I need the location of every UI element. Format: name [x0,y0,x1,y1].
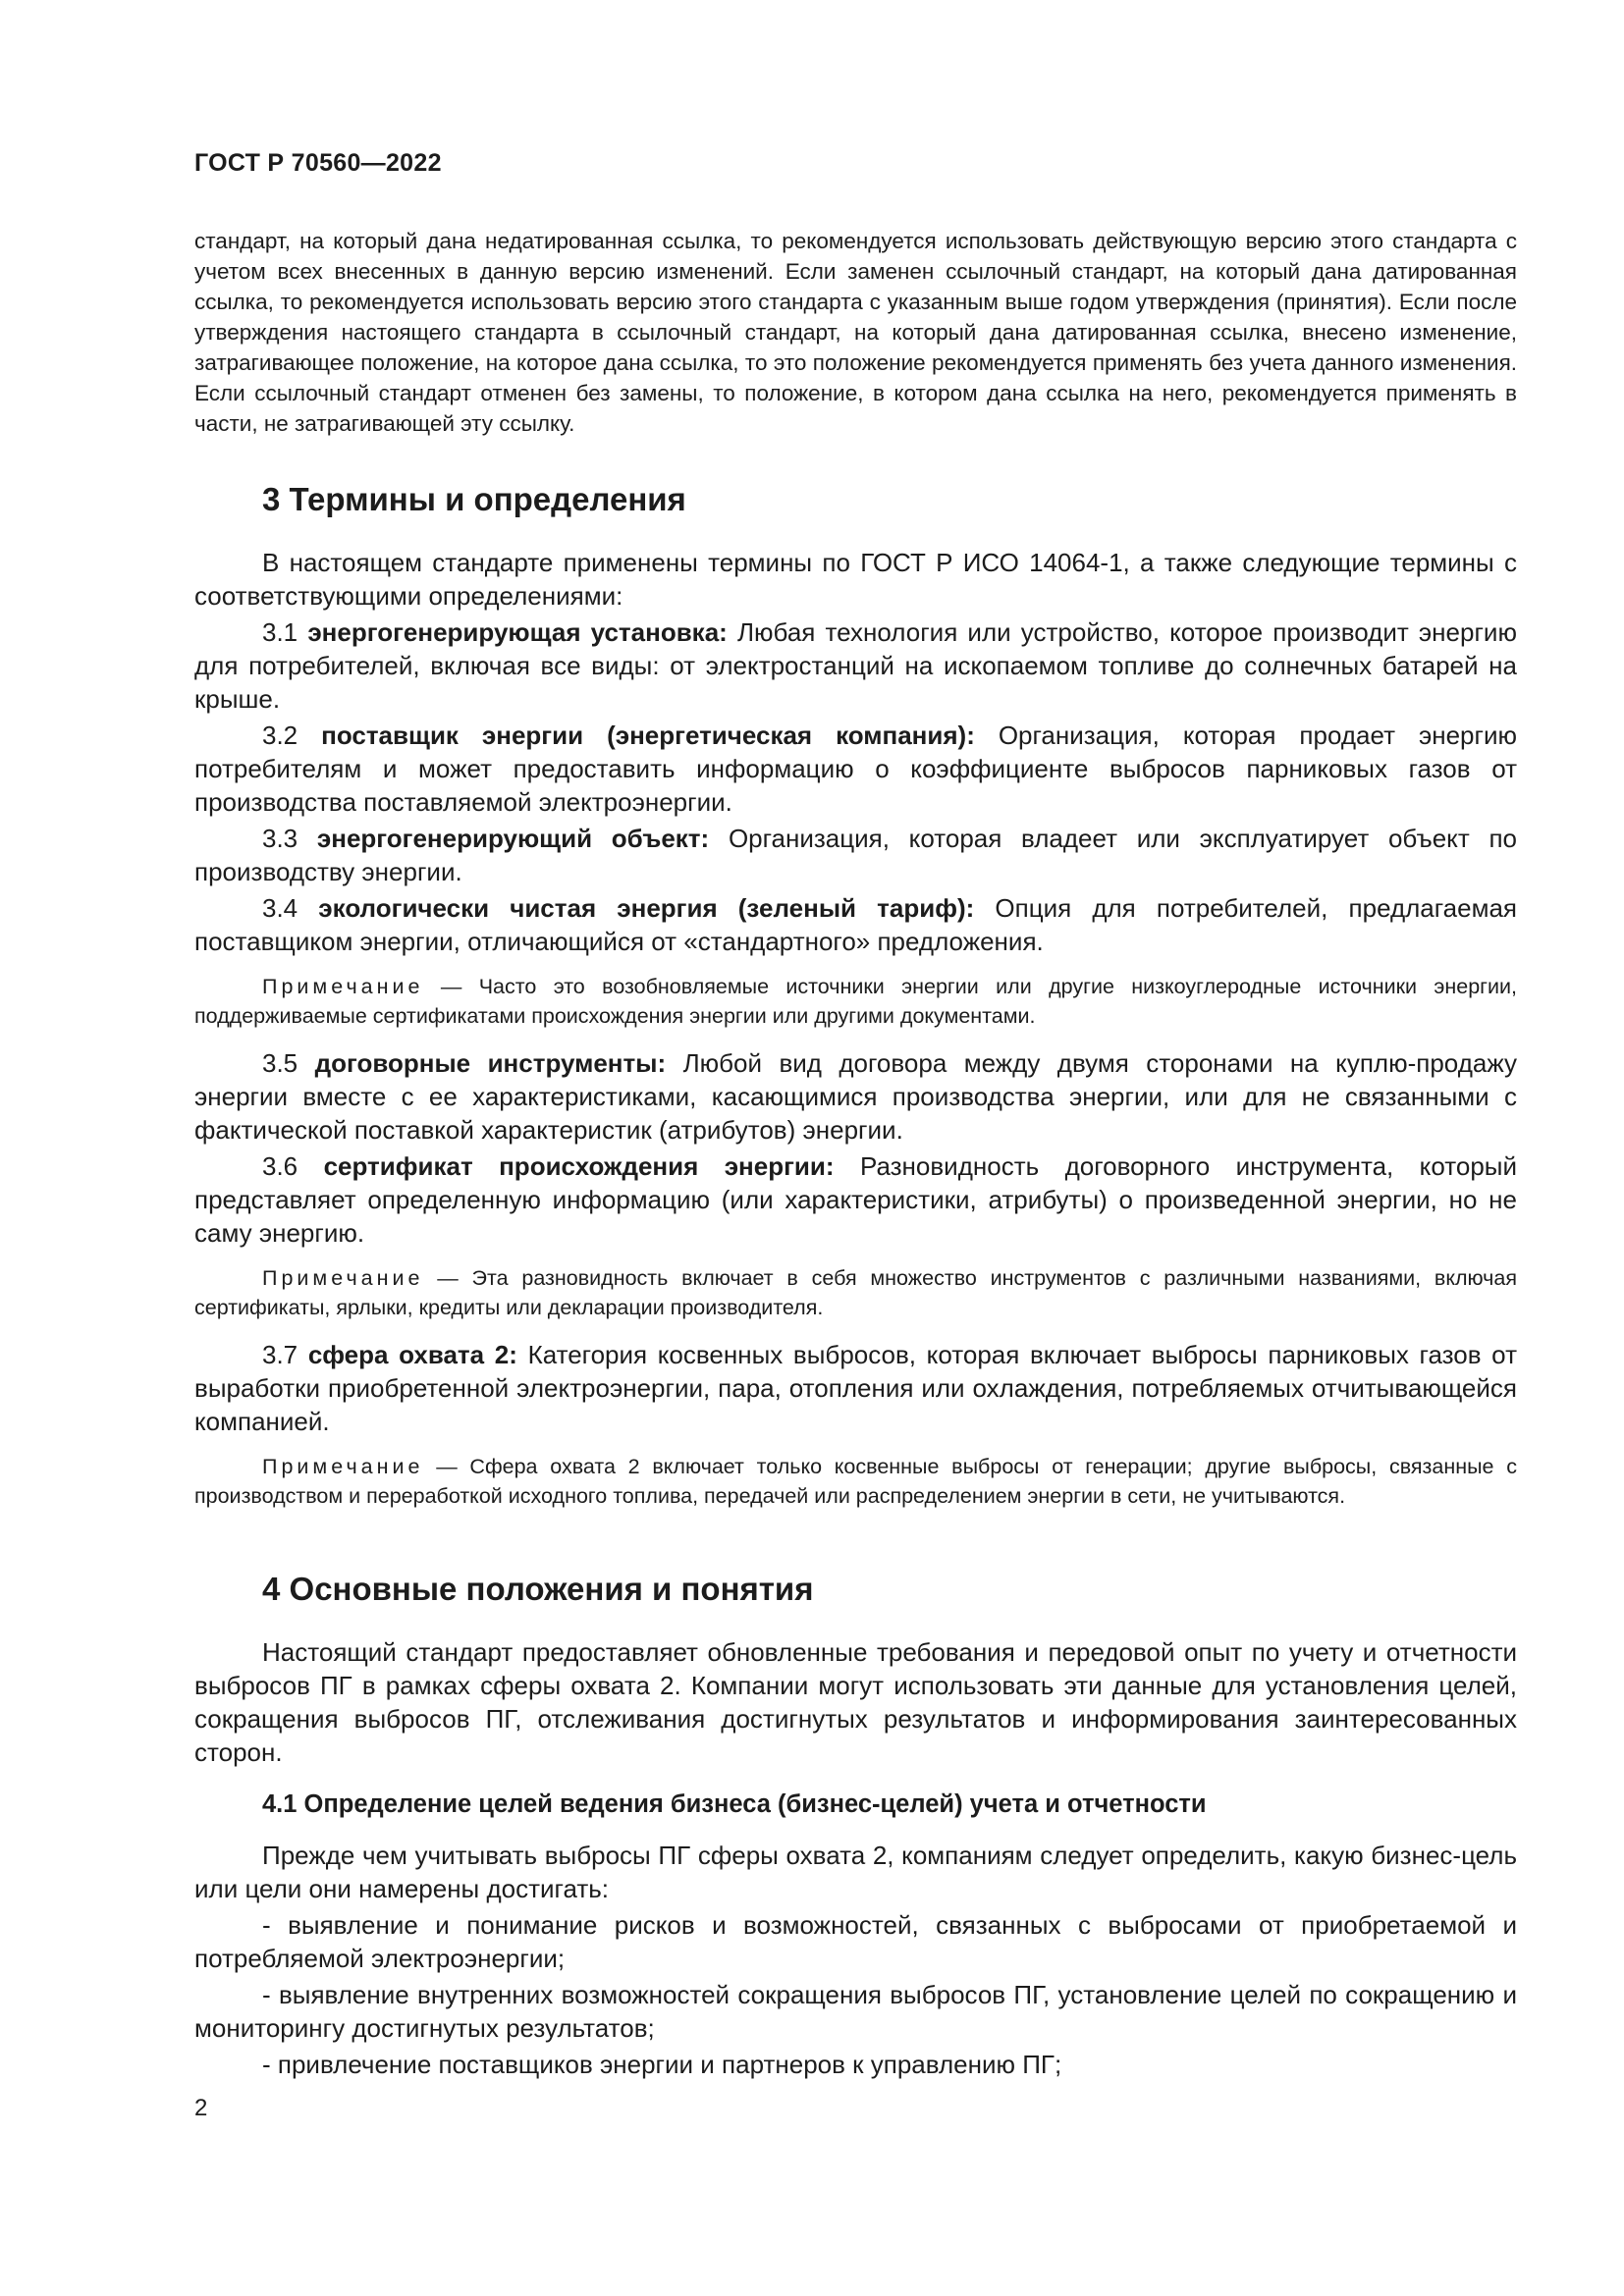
term-definition: Любой вид договора между двумя сторонами на куплю-продажу энергии вместе с ее характеристиками, касающимися производства энергии, или для не связанными с фактической поставкой характеристик (атрибутов) энергии. [194,1048,1518,1145]
term-name: договорные инструменты: [314,1048,667,1078]
term-definition: Разновидность договорного инструмента, который представляет определенную информацию (или характеристики, атрибуты) о произведенной энергии, но не саму энергию. [194,1151,1517,1248]
section-3-lead: В настоящем стандарте применены термины по ГОСТ Р ИСО 14064-1, а также следующие термины с соответствующими определениями: [194,548,1517,611]
list-item: - привлечение поставщиков энергии и партнеров к управлению ПГ; [262,2050,1062,2079]
note-3 [194,1452,1517,1511]
term-3-5 [194,1046,1517,1147]
term-number: 3.5 [262,1048,298,1078]
term-name: экологически чистая энергия (зеленый тариф): [318,893,975,923]
term-name: энергогенерирующая установка: [307,617,728,647]
section-3-heading: 3 Термины и определения [262,481,686,517]
note-text: — Часто это возобновляемые источники энергии или другие низкоуглеродные источники энергии, поддерживаемые сертификатами происхождения энергии или другими документами. [194,975,1517,1028]
term-3-7 [194,1338,1517,1438]
note-label: Примечание [262,1266,424,1290]
list-item: - выявление и понимание рисков и возможностей, связанных с выбросами от приобретаемой и потребляемой электроэнергии; [194,1910,1517,1973]
term-definition: Организация, которая владеет или эксплуатирует объект по производству энергии. [194,824,1517,886]
section-4-heading: 4 Основные положения и понятия [262,1571,814,1607]
note-label: Примечание [262,975,424,998]
term-number: 3.3 [262,824,298,853]
note-text: — Сфера охвата 2 включает только косвенные выбросы от генерации; другие выбросы, связанные с производством и переработкой исходного топлива, передачей или распределением энергии в сети, не учитываются. [194,1455,1517,1508]
term-3-1 [194,615,1517,716]
term-name: поставщик энергии (энергетическая компания): [321,721,975,750]
term-definition: Любая технология или устройство, которое производит энергию для потребителей, включая все виды: от электростанций на ископаемом топливе до солнечных батарей на крыше. [194,617,1517,714]
term-name: сертификат происхождения энергии: [323,1151,835,1181]
term-number: 3.1 [262,617,298,647]
page-number: 2 [194,2095,208,2121]
term-name: энергогенерирующий объект: [316,824,710,853]
note-text: — Эта разновидность включает в себя множество инструментов с различными названиями, включая сертификаты, ярлыки, кредиты или декларации производителя. [194,1266,1517,1319]
section-4-body [194,1635,1517,2084]
term-number: 3.6 [262,1151,298,1181]
note-1 [194,972,1517,1031]
note-label: Примечание [262,1455,424,1478]
term-name: сфера охвата 2: [307,1340,517,1369]
intro-paragraph: стандарт, на который дана недатированная ссылка, то рекомендуется использовать действующую версию этого стандарта с учетом всех внесенных в данную версию изменений. Если заменен ссылочный стандарт, на который дана датированная ссылка, то рекомендуется использовать версию этого стандарта с указанным выше годом утверждения (принятия). Если после утверждения настоящего стандарта в ссылочный стандарт, на который дана датированная ссылка, внесено изменение, затрагивающее положение, на которое дана ссылка, то это положение рекомендуется применять без учета данного изменения. Если ссылочный стандарт отменен без замены, то положение, в котором дана ссылка на него, рекомендуется применять в части, не затрагивающей эту ссылку. [194,229,1517,436]
section-4-lead: Настоящий стандарт предоставляет обновленные требования и передовой опыт по учету и отчетности выбросов ПГ в рамках сферы охвата 2. Компании могут использовать эти данные для установления целей, сокращения выбросов ПГ, отслеживания достигнутых результатов и информирования заинтересованных сторон. [194,1637,1517,1767]
subsection-4-1-lead: Прежде чем учитывать выбросы ПГ сферы охвата 2, компаниям следует определить, какую бизнес-цель или цели они намерены достигать: [194,1841,1517,1903]
term-definition: Категория косвенных выбросов, которая включает выбросы парниковых газов от выработки приобретенной электроэнергии, пара, отопления или охлаждения, потребляемых отчитывающейся компанией. [194,1340,1517,1436]
document-header: ГОСТ Р 70560—2022 [194,149,442,177]
term-number: 3.4 [262,893,298,923]
term-number: 3.7 [262,1340,298,1369]
term-definition: Организация, которая продает энергию потребителям и может предоставить информацию о коэффициенте выбросов парниковых газов от производства поставляемой электроэнергии. [194,721,1517,817]
section-3-body [194,546,1517,1526]
term-3-4 [194,891,1517,958]
term-definition: Опция для потребителей, предлагаемая поставщиком энергии, отличающийся от «стандартного» предложения. [194,893,1517,956]
note-2 [194,1263,1517,1322]
term-3-3 [194,822,1517,888]
term-number: 3.2 [262,721,298,750]
term-3-2 [194,719,1517,819]
term-3-6 [194,1149,1517,1250]
subsection-4-1-heading: 4.1 Определение целей ведения бизнеса (бизнес-целей) учета и отчетности [262,1790,1207,1818]
list-item: - выявление внутренних возможностей сокращения выбросов ПГ, установление целей по сокращению и мониторингу достигнутых результатов; [194,1980,1517,2043]
